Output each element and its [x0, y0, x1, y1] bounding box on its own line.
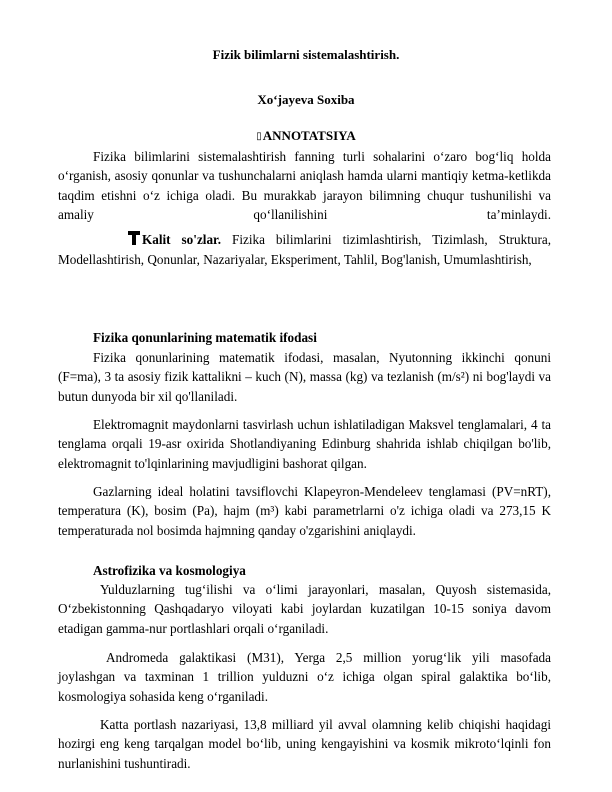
author-name: Xo‘jayeva Soxiba: [257, 92, 355, 107]
document-title: Fizik bilimlarni sistemalashtirish.: [212, 47, 400, 62]
keywords-list: Fizika bilimlarini tizimlashtirish, Tizimlash, Struktura, Modellashtirish, Qonunlar, Nazariyalar, Eksperiment, Tahlil, Bog'lanish, Umumlashtirish,: [58, 232, 551, 268]
placeholder-box-icon: ▯: [256, 131, 262, 142]
paragraph-maxwell: Elektromagnit maydonlarni tasvirlash uchun ishlatiladigan Maksvel tenglamalari, 4 ta tenglama orqali 19-asr oxirida Shotlandiyaning Edinburg shahrida ishlab chiqilgan bo'lib, elektromagnit to'lqinlarining mavjudligini bashorat qilgan.: [58, 417, 551, 471]
keywords-paragraph: [58, 230, 551, 270]
keywords-label: Kalit so'zlar.: [142, 232, 221, 247]
paragraph-andromeda: Andromeda galaktikasi (M31), Yerga 2,5 million yorug‘lik yili masofada joylashgan va taxminan 1 trillion yulduzni o‘z ichiga olgan spiral galaktika bo‘lib, kosmologiya sohasida keng o‘rganiladi.: [58, 650, 551, 704]
paragraph-big-bang: Katta portlash nazariyasi, 13,8 milliard yil avval olamning kelib chiqishi haqidagi hozirgi eng keng tarqalgan model bo‘lib, uning kengayishini va kosmik mikroto‘lqinli fon nurlanishini tushuntiradi.: [58, 717, 551, 771]
annotation-heading-text: ANNOTATSIYA: [262, 128, 356, 143]
paragraph-clapeyron: Gazlarning ideal holatini tavsiflovchi Klapeyron-Mendeleev tenglamasi (PV=nRT), temperatura (K), bosim (Pa), hajm (m³) kabi parametrlarni o'z ichiga oladi va 273,15 K temperaturada nol bosimda hajmning qanday o'zgarishini aniqlaydi.: [58, 484, 551, 538]
key-bullet-icon: [93, 231, 140, 250]
paragraph-stars: Yulduzlarning tug‘ilishi va o‘limi jarayonlari, masalan, Quyosh sistemasida, O‘zbekistonning Qashqadaryo viloyati kabi joylardan kuzatilgan 10-15 soniya davom etadigan gamma-nur portlashlari orqali o‘rganiladi.: [58, 582, 551, 636]
section-heading-math: Fizika qonunlarining matematik ifodasi: [93, 330, 317, 345]
annotation-heading: [0, 128, 612, 144]
annotation-paragraph: Fizika bilimlarini sistemalashtirish fanning turli sohalarini o‘zaro bog‘liq holda o‘rganish, asosiy qonunlar va tushunchalarni aniqlash hamda ularni mantiqiy ketma-ketlikda taqdim etishni o‘z ichiga oladi. Bu murakkab jarayon bilimning chuqur tushunilishi va amaliy qo‘llanilishini ta’minlaydi.: [58, 149, 551, 222]
paragraph-newton: Fizika qonunlarining matematik ifodasi, masalan, Nyutonning ikkinchi qonuni (F=ma), 3 ta asosiy fizik kattalikni – kuch (N), massa (kg) va tezlanish (m/s²) ni bog'laydi va butun dunyoda bir xil qo'llaniladi.: [58, 350, 551, 404]
section-heading-astro: Astrofizika va kosmologiya: [93, 563, 246, 578]
